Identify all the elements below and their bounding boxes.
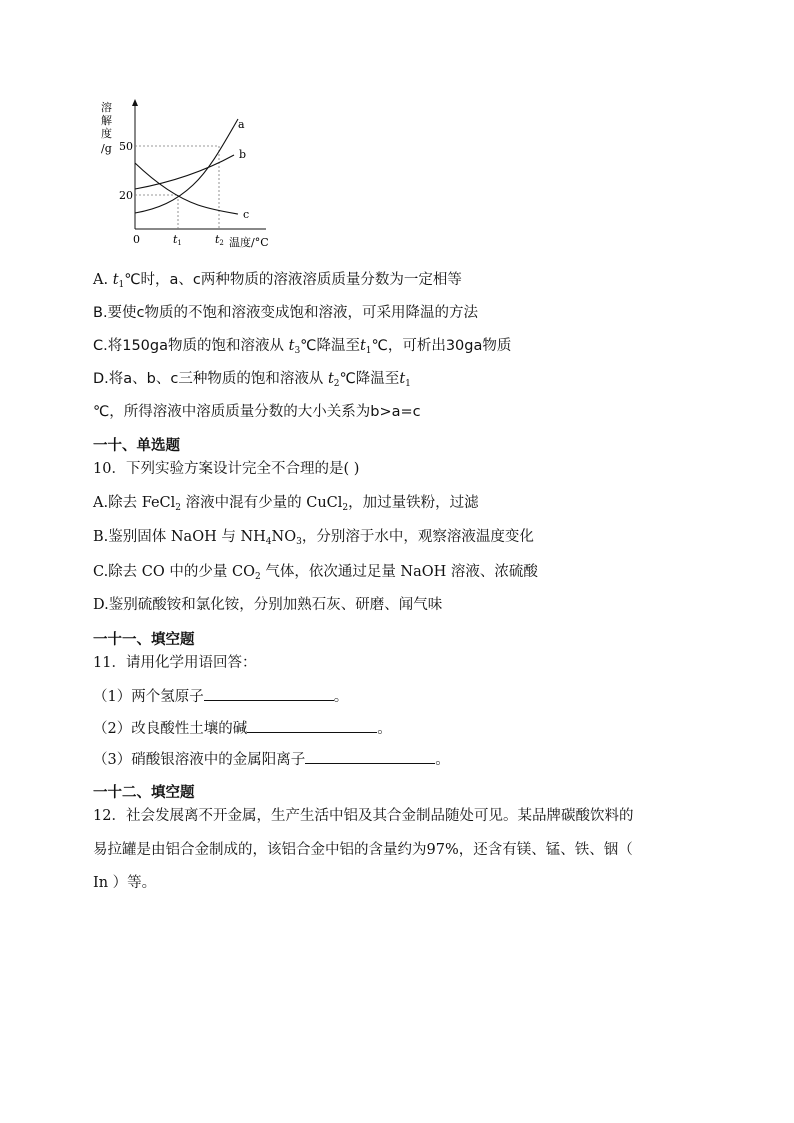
q9-option-a: [93, 270, 462, 295]
q10-a-sub: 2: [175, 503, 182, 513]
q12-line-2: 易拉罐是由铝合金制成的，该铝合金中铝的含量约为97%，还含有镁、锰、铁、铟（: [93, 842, 633, 858]
q9-c-t1: t: [288, 338, 295, 354]
q10-c-sub: 2: [254, 572, 261, 582]
q11-blank-1[interactable]: [204, 686, 334, 701]
q12-line-1: 12．社会发展离不开金属，生产生活中铝及其合金制品随处可见。某品牌碳酸饮料的: [93, 808, 634, 824]
y-axis-arrow: [132, 99, 138, 106]
q10-b-sub2: 3: [296, 537, 302, 547]
y-axis-label-2: 解: [101, 114, 112, 127]
q9-option-d: [93, 369, 411, 394]
q11-item-3-label: （3）硝酸银溶液中的金属阳离子: [93, 752, 306, 768]
q9-c-post: ℃，可析出30ga物质: [371, 338, 512, 354]
q11-blank-2[interactable]: [247, 718, 377, 733]
q10-a-post: ，加过量铁粉，过滤: [348, 495, 479, 511]
q11-item-1-end: 。: [333, 689, 349, 705]
section-11-heading: 一十一、填空题: [93, 632, 195, 648]
q12-line-3: In ）等。: [93, 875, 157, 891]
q9-d-sub2: 1: [405, 379, 411, 389]
q11-question: 11．请用化学用语回答：: [93, 655, 257, 671]
q10-option-d: D.鉴别硫酸铵和氯化铵，分别加熟石灰、研磨、闻气味: [93, 597, 443, 613]
q10-option-b: [93, 527, 534, 552]
q9-d-mid: ℃降温至: [339, 371, 400, 387]
x-tick-t2: t2: [215, 233, 224, 247]
label-a: a: [238, 118, 245, 131]
y-axis-label-4: /g: [101, 142, 112, 155]
q10-b-pre: B.鉴别固体 NaOH 与 NH: [93, 529, 266, 545]
section-10-heading: 一十、单选题: [93, 438, 180, 454]
q9-a-t: t: [112, 272, 119, 288]
curve-a: [135, 119, 238, 213]
q11-item-2: [93, 718, 392, 739]
q9-d-sub1: 2: [333, 379, 340, 389]
q11-item-1-label: （1）两个氢原子: [93, 689, 204, 705]
q9-a-sub: 1: [118, 280, 125, 290]
q10-question: 10．下列实验方案设计完全不合理的是( ): [93, 461, 360, 477]
x-axis-label: 温度/°C: [229, 236, 269, 249]
y-tick-50: 50: [119, 140, 133, 153]
q10-b-post: ，分别溶于水中，观察溶液温度变化: [301, 529, 534, 545]
q10-a-pre: A.除去 FeCl: [93, 495, 176, 511]
solubility-chart: [98, 97, 288, 257]
q9-d-t2: t: [399, 371, 406, 387]
origin-label: 0: [133, 233, 140, 246]
q9-c-pre: C.将150ga物质的饱和溶液从: [93, 338, 289, 354]
q10-a-mid: 溶液中混有少量的 CuCl: [181, 495, 343, 511]
label-b: b: [239, 148, 247, 161]
q9-option-c: [93, 336, 511, 361]
section-12-heading: 一十二、填空题: [93, 785, 195, 801]
y-axis-label-1: 溶: [101, 101, 112, 114]
q10-c-pre: C.除去 CO 中的少量 CO: [93, 564, 255, 580]
q10-a-sub2: 2: [342, 503, 349, 513]
q11-item-2-label: （2）改良酸性土壤的碱: [93, 721, 248, 737]
q9-a-pre: A.: [93, 272, 113, 288]
label-c: c: [243, 208, 250, 221]
x-tick-t1: t1: [173, 233, 182, 247]
q9-a-text: ℃时，a、c两种物质的溶液溶质质量分数为一定相等: [124, 272, 462, 288]
q9-d-pre: D.将a、b、c三种物质的饱和溶液从: [93, 371, 328, 387]
q10-b-sub: 4: [265, 537, 272, 547]
q9-d-t1: t: [327, 371, 334, 387]
q11-blank-3[interactable]: [305, 749, 435, 764]
q9-option-d-cont: ℃，所得溶液中溶质质量分数的大小关系为b>a=c: [93, 404, 421, 420]
y-tick-20: 20: [119, 189, 133, 202]
q9-option-b: B.要使c物质的不饱和溶液变成饱和溶液，可采用降温的方法: [93, 305, 479, 321]
q10-b-mid: NO: [271, 529, 297, 545]
q9-c-sub1: 3: [294, 346, 301, 356]
q10-option-c: [93, 562, 538, 587]
q11-item-1: [93, 686, 348, 707]
q9-c-t2: t: [359, 338, 366, 354]
y-axis-label-3: 度: [101, 127, 112, 140]
q11-item-3-end: 。: [435, 752, 450, 768]
curve-c: [135, 163, 238, 214]
q10-option-a: [93, 493, 479, 518]
q11-item-3: [93, 749, 450, 770]
q9-c-sub2: 1: [365, 346, 372, 356]
q11-item-2-end: 。: [377, 721, 392, 737]
q10-c-post: 气体，依次通过足量 NaOH 溶液、浓硫酸: [260, 564, 538, 580]
q9-c-mid: ℃降温至: [300, 338, 360, 354]
